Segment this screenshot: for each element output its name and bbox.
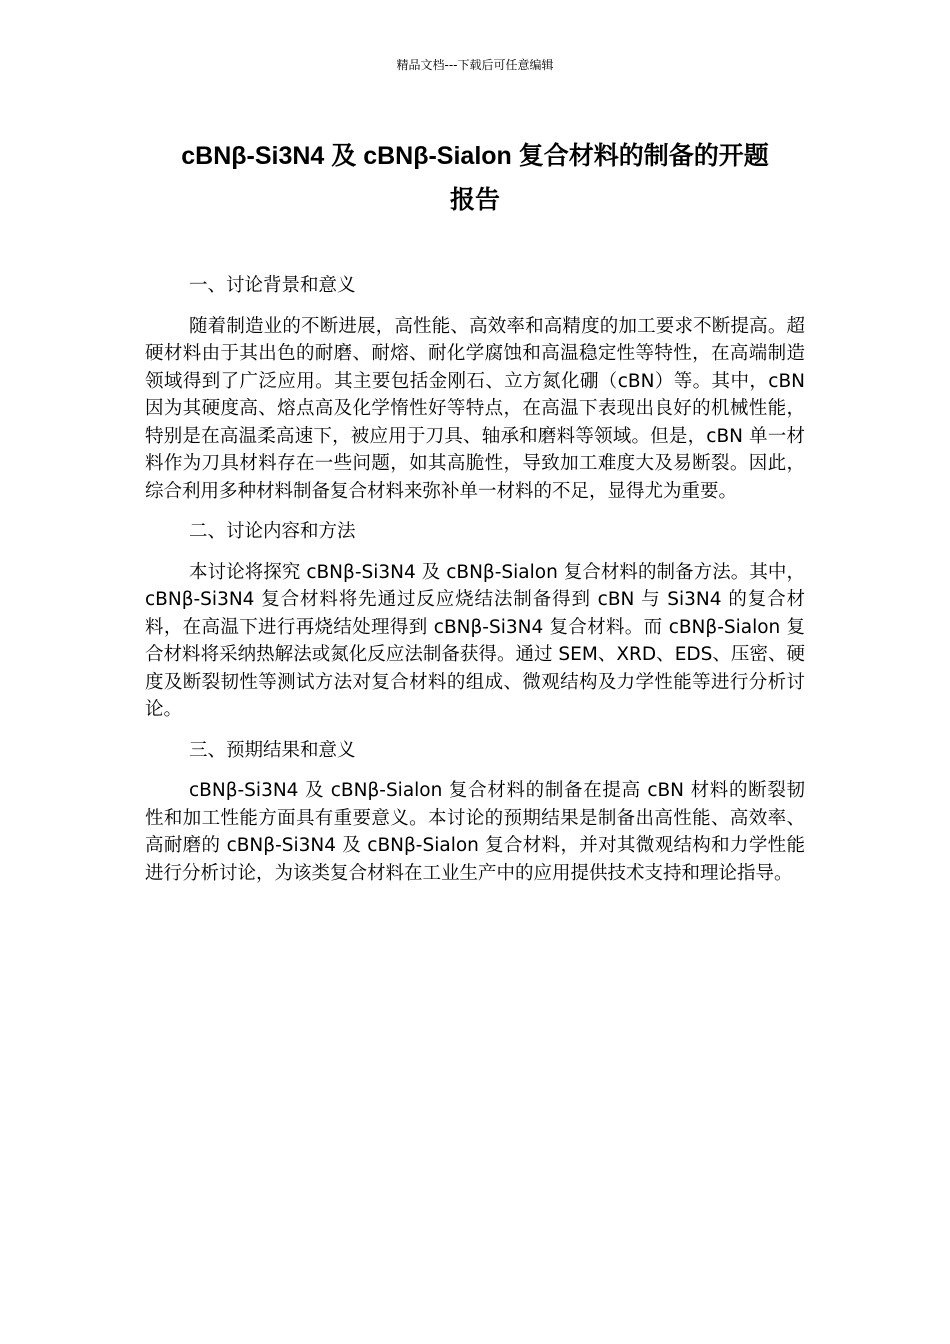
header-note: 精品文档---下载后可任意编辑 (396, 58, 554, 72)
title-line-1: cBNβ-Si3N4 及 cBNβ-Sialon 复合材料的制备的开题 (181, 142, 769, 170)
section-body-background: 随着制造业的不断进展，高性能、高效率和高精度的加工要求不断提高。超硬材料由于其出色的耐磨、耐熔、耐化学腐蚀和高温稳定性等特性，在高端制造领域得到了广泛应用。其主要包括金刚石、立方氮化硼（cBN）等。其中，cBN 因为其硬度高、熔点高及化学惰性好等特点，在高温下表现出良好的机械性能，特别是在高温柔高速下，被应用于刀具、轴承和磨料等领域。但是，cBN 单一材料作为刀具材料存在一些问题，如其高脆性，导致加工难度大及易断裂。因此，综合利用多种材料制备复合材料来弥补单一材料的不足，显得尤为重要。 (145, 315, 805, 502)
section-body-expected-results: cBNβ-Si3N4 及 cBNβ-Sialon 复合材料的制备在提高 cBN 材料的断裂韧性和加工性能方面具有重要意义。本讨论的预期结果是制备出高性能、高效率、高耐磨的 cBNβ-Si3N4 及 cBNβ-Sialon 复合材料，并对其微观结构和力学性能进行分析讨论，为该类复合材料在工业生产中的应用提供技术支持和理论指导。 (145, 780, 805, 884)
section-heading-expected-results: 三、预期结果和意义 (189, 739, 356, 761)
section-body-content-methods: 本讨论将探究 cBNβ-Si3N4 及 cBNβ-Sialon 复合材料的制备方法。其中，cBNβ-Si3N4 复合材料将先通过反应烧结法制备得到 cBN 与 Si3N4 的复合材料，在高温下进行再烧结处理得到 cBNβ-Si3N4 复合材料。而 cBNβ-Sialon 复合材料将采纳热解法或氮化反应法制备获得。通过 SEM、XRD、EDS、压密、硬度及断裂韧性等测试方法对复合材料的组成、微观结构及力学性能等进行分析讨论。 (145, 561, 805, 720)
page-title (140, 134, 810, 222)
section-heading-background: 一、讨论背景和意义 (189, 275, 356, 296)
title-line-2: 报告 (449, 186, 500, 214)
document-body (145, 272, 805, 900)
section-heading-content-methods: 二、讨论内容和方法 (189, 521, 356, 542)
